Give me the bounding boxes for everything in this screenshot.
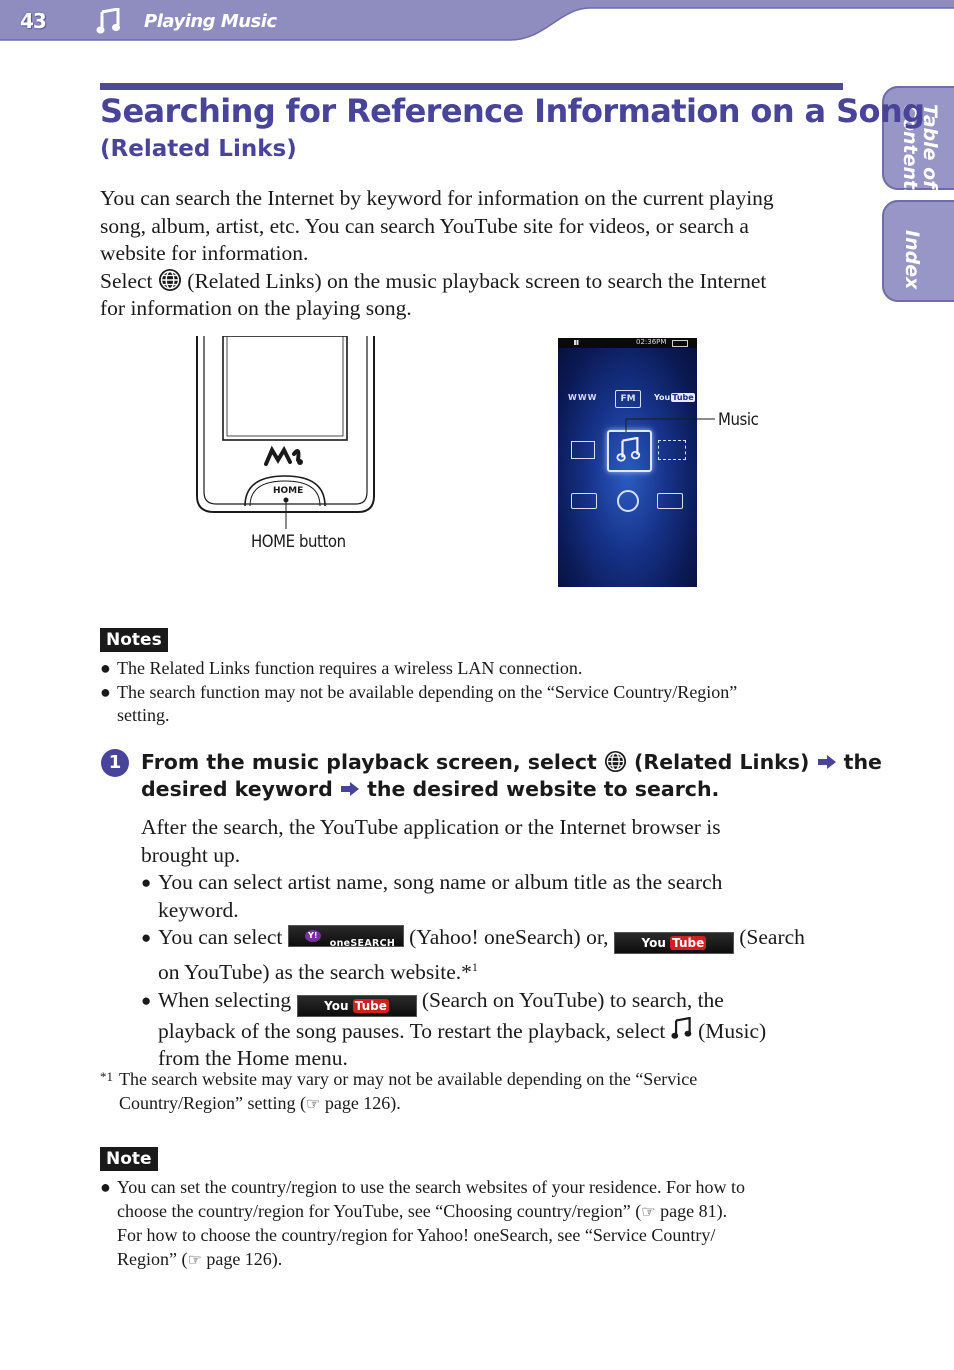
home-button-label: HOME button bbox=[251, 532, 346, 552]
note-page-link[interactable]: page 126). bbox=[206, 1248, 283, 1269]
globe-icon bbox=[604, 750, 627, 773]
note-label: Note bbox=[100, 1147, 158, 1171]
step-body bbox=[141, 814, 861, 1073]
music-leader-line bbox=[625, 416, 717, 436]
bullet-icon: ● bbox=[141, 873, 152, 892]
podcast-icon bbox=[617, 490, 639, 512]
intro-text: Select bbox=[100, 268, 153, 293]
step-text: desired keyword bbox=[141, 777, 333, 801]
bullet-text: (Search on YouTube) to search, the bbox=[421, 987, 724, 1012]
youtube-tube-text: Tube bbox=[672, 393, 694, 402]
yahoo-badge-text: oneSEARCH bbox=[329, 938, 396, 949]
bullet-text: playback of the song pauses. To restart the playback, select bbox=[158, 1018, 666, 1043]
step-body-line: brought up. bbox=[141, 842, 241, 867]
pause-icon bbox=[574, 340, 576, 345]
music-note-icon bbox=[96, 8, 122, 36]
yahoo-y-icon: Y! bbox=[305, 930, 321, 942]
home-key-text: HOME bbox=[273, 486, 304, 496]
yahoo-onesearch-badge bbox=[288, 925, 404, 947]
intro-line: You can search the Internet by keyword for information on the current playing bbox=[100, 186, 774, 210]
www-icon: WWW bbox=[568, 393, 598, 402]
bullet-text: from the Home menu. bbox=[158, 1046, 348, 1071]
step-text: the bbox=[843, 750, 882, 774]
note-text: setting. bbox=[117, 705, 170, 725]
list-item bbox=[100, 1176, 845, 1272]
video-film-icon bbox=[658, 440, 686, 460]
intro-text: (Related Links) on the music playback screen to search the Internet bbox=[187, 268, 767, 293]
title-rule bbox=[100, 83, 843, 90]
note-page-link[interactable]: page 81). bbox=[660, 1200, 728, 1221]
toc-tab-label: Table of Contents bbox=[899, 104, 941, 201]
footnote-text: Country/Region” setting ( bbox=[119, 1092, 306, 1113]
battery-icon bbox=[672, 340, 688, 347]
list-item bbox=[141, 869, 861, 924]
footnote-text: The search website may vary or may not be available depending on the “Service bbox=[119, 1069, 698, 1089]
intro-line: website for information. bbox=[100, 241, 309, 265]
fm-settings-icon bbox=[657, 493, 683, 509]
globe-icon bbox=[158, 268, 182, 292]
intro-line: for information on the playing song. bbox=[100, 296, 412, 320]
bullet-text: (Music) bbox=[698, 1018, 767, 1043]
step-heading bbox=[141, 749, 882, 803]
step-text: (Related Links) bbox=[634, 750, 810, 774]
page-number: 43 bbox=[20, 9, 46, 33]
music-note-icon bbox=[616, 437, 642, 463]
footnote-item bbox=[100, 1068, 840, 1116]
bullet-icon: ● bbox=[141, 990, 152, 1010]
footnote bbox=[100, 1068, 840, 1116]
note-list bbox=[100, 1176, 845, 1272]
youtube-tube-text: Tube bbox=[354, 998, 387, 1013]
step-text: the desired website to search. bbox=[367, 777, 720, 801]
list-item bbox=[141, 924, 861, 987]
footnote-page-link[interactable]: page 126). bbox=[324, 1092, 401, 1113]
youtube-tube-text: Tube bbox=[672, 936, 705, 950]
youtube-badge bbox=[614, 932, 734, 954]
photo-icon bbox=[571, 441, 595, 459]
music-menu-highlight[interactable] bbox=[607, 430, 652, 472]
youtube-you-text: You bbox=[654, 393, 671, 402]
settings-toolbox-icon bbox=[571, 493, 597, 509]
youtube-you-text: You bbox=[324, 998, 349, 1013]
bullet-text: (Search bbox=[739, 925, 805, 949]
bullet-icon: ● bbox=[100, 681, 111, 702]
step-heading-line bbox=[141, 776, 882, 803]
bullet-text: You can select bbox=[158, 925, 283, 949]
bullet-text: You can select artist name, song name or album title as the search bbox=[158, 870, 723, 894]
note-text: The Related Links function requires a wireless LAN connection. bbox=[117, 658, 583, 678]
notes-list bbox=[100, 657, 840, 728]
page-reference-icon: ☞ bbox=[305, 1095, 321, 1113]
bullet-icon: ● bbox=[141, 928, 152, 947]
note-text: The search function may not be available depending on the “Service Country/Region” bbox=[117, 681, 738, 702]
step-number-badge: 1 bbox=[101, 749, 129, 777]
page-reference-icon: ☞ bbox=[187, 1251, 202, 1269]
bullet-text: keyword. bbox=[158, 897, 239, 922]
footnote-marker: 1 bbox=[471, 960, 478, 974]
youtube-you-text: You bbox=[641, 936, 666, 950]
fm-text: FM bbox=[620, 394, 636, 404]
step-text: From the music playback screen, select bbox=[141, 750, 597, 774]
step-heading-line bbox=[141, 749, 882, 776]
music-label: Music bbox=[718, 410, 759, 430]
index-tab[interactable] bbox=[882, 200, 954, 302]
list-item bbox=[100, 657, 840, 681]
bullet-icon: ● bbox=[100, 658, 111, 678]
home-button-leader-line bbox=[283, 497, 289, 531]
note-text: choose the country/region for YouTube, see “Choosing country/region” ( bbox=[117, 1200, 642, 1221]
bullet-text: on YouTube) as the search website.* bbox=[158, 960, 472, 985]
note-text: Region” ( bbox=[117, 1248, 188, 1269]
note-text: You can set the country/region to use the search websites of your residence. For how to bbox=[117, 1177, 746, 1197]
bullet-icon: ● bbox=[100, 1177, 111, 1197]
list-item bbox=[100, 681, 840, 728]
page-title: Searching for Reference Information on a Song bbox=[100, 92, 925, 130]
youtube-badge bbox=[297, 995, 417, 1017]
walkman-logo-icon bbox=[266, 450, 299, 464]
arrow-right-icon bbox=[340, 781, 360, 797]
music-note-icon bbox=[671, 1017, 693, 1041]
index-tab-label: Index bbox=[901, 230, 923, 290]
intro-line bbox=[100, 268, 860, 296]
step-body-line: After the search, the YouTube application or the Internet browser is bbox=[141, 815, 721, 839]
intro-paragraph bbox=[100, 185, 860, 323]
arrow-right-icon bbox=[817, 754, 837, 770]
page-subtitle: (Related Links) bbox=[100, 136, 297, 162]
intro-line: song, album, artist, etc. You can search YouTube site for videos, or search a bbox=[100, 213, 749, 238]
home-menu-screen bbox=[558, 338, 697, 587]
notes-label: Notes bbox=[100, 628, 168, 652]
page-reference-icon: ☞ bbox=[641, 1203, 656, 1221]
youtube-icon bbox=[654, 393, 695, 402]
bullet-text: When selecting bbox=[158, 987, 292, 1012]
bullet-text: (Yahoo! oneSearch) or, bbox=[409, 925, 609, 949]
note-text: For how to choose the country/region for Yahoo! oneSearch, see “Service Country/ bbox=[117, 1225, 716, 1245]
fm-radio-icon bbox=[615, 390, 641, 408]
list-item bbox=[141, 987, 861, 1073]
footnote-mark: *1 bbox=[100, 1069, 113, 1084]
screen-time: 02:36PM bbox=[636, 338, 667, 346]
section-title: Playing Music bbox=[144, 11, 277, 32]
